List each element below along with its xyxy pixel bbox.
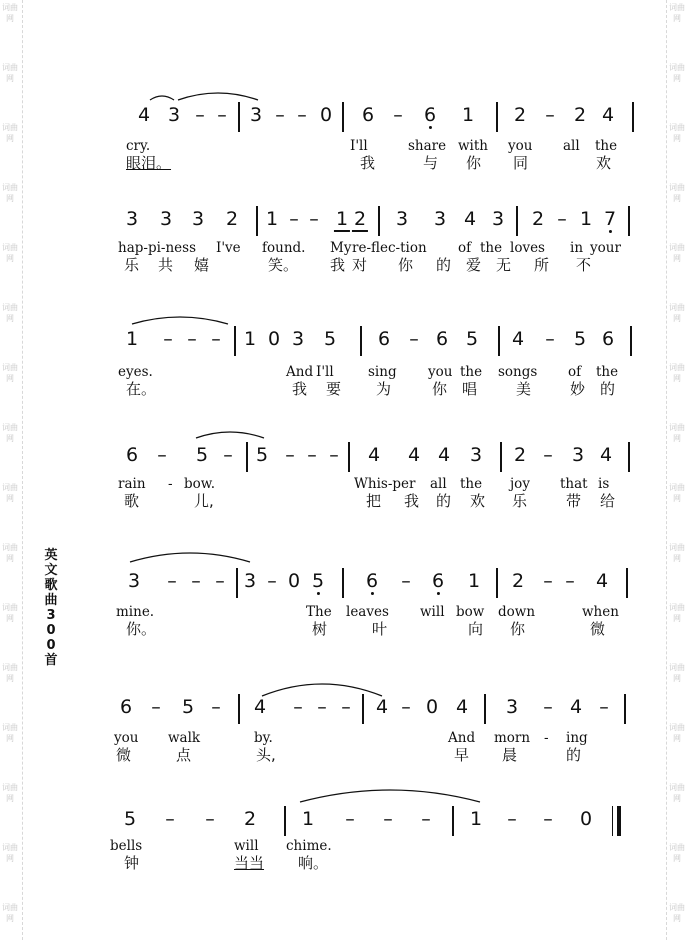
- lyric-chinese: 所: [534, 256, 550, 274]
- note: –: [545, 104, 555, 126]
- note: –: [297, 104, 307, 126]
- note: 3: [291, 328, 305, 350]
- score-system-6: [0, 672, 690, 762]
- lyric-chinese: 点: [176, 746, 192, 764]
- lyric-chinese: 你。: [126, 620, 157, 638]
- watermark-mark: 词曲网: [2, 123, 18, 143]
- note: –: [545, 328, 555, 350]
- lyric-chinese: 无: [496, 256, 512, 274]
- lyric-english: joy: [510, 476, 530, 492]
- barline: [284, 806, 286, 836]
- barline: [246, 442, 248, 472]
- note: –: [151, 696, 161, 718]
- lyric-english: by.: [254, 730, 273, 746]
- lyric-english: I'll: [350, 138, 368, 154]
- watermark-mark: 词曲网: [669, 663, 685, 683]
- watermark-mark: 词曲网: [669, 303, 685, 323]
- lyric-english: when: [582, 604, 619, 620]
- note: 4: [595, 570, 609, 592]
- note: 6: [435, 328, 449, 350]
- note: –: [401, 570, 411, 592]
- note: –: [383, 808, 393, 830]
- note: 2: [531, 208, 545, 230]
- note: –: [401, 696, 411, 718]
- lyric-chinese: 当当: [234, 854, 265, 872]
- watermark-mark: 词曲网: [2, 63, 18, 83]
- note: 5: [573, 328, 587, 350]
- barline: [348, 442, 350, 472]
- barline: [362, 694, 364, 724]
- lyric-chinese: 为: [376, 380, 392, 398]
- lyric-chinese: 欢: [470, 492, 486, 510]
- note: 2: [243, 808, 257, 830]
- note: –: [215, 570, 225, 592]
- lyric-chinese: 不: [576, 256, 592, 274]
- lyric-english: the: [596, 364, 619, 380]
- lyric-chinese: 欢: [596, 154, 612, 172]
- lyric-english: sing: [368, 364, 397, 380]
- lyric-english: your: [590, 240, 621, 256]
- note: –: [163, 328, 173, 350]
- lyric-english: found.: [262, 240, 306, 256]
- barline: [378, 206, 380, 236]
- lyric-chinese: 树: [312, 620, 328, 638]
- score-system-7: [0, 780, 690, 870]
- note: 1: [461, 104, 475, 126]
- barline: [496, 102, 498, 132]
- lyric-english: all: [430, 476, 447, 492]
- note-eighth: 1: [335, 208, 349, 230]
- barline: [236, 568, 238, 598]
- note: 4: [569, 696, 583, 718]
- note: –: [393, 104, 403, 126]
- lyric-english: down: [498, 604, 536, 620]
- note: –: [211, 696, 221, 718]
- note: 5: [195, 444, 209, 466]
- note: 3: [571, 444, 585, 466]
- note: 4: [253, 696, 267, 718]
- lyric-chinese: 微: [590, 620, 606, 638]
- lyric-english: -: [544, 730, 549, 746]
- note: 6: [377, 328, 391, 350]
- barline: [238, 694, 240, 724]
- lyric-chinese: 唱: [462, 380, 478, 398]
- lyric-chinese: 微: [116, 746, 132, 764]
- watermark-mark: 词曲网: [2, 603, 18, 623]
- lyric-chinese: 我: [330, 256, 346, 274]
- note: –: [565, 570, 575, 592]
- watermark-mark: 词曲网: [2, 183, 18, 203]
- score-system-2: [0, 194, 690, 284]
- watermark-mark: 词曲网: [2, 3, 18, 23]
- note: 1: [301, 808, 315, 830]
- lyric-english: is: [598, 476, 610, 492]
- note: 4: [437, 444, 451, 466]
- note: 3: [191, 208, 205, 230]
- lyric-english: Whis-per: [354, 476, 416, 492]
- note: 1: [243, 328, 257, 350]
- lyric-chinese: 在。: [126, 380, 157, 398]
- lyric-chinese: 我: [404, 492, 420, 510]
- note: –: [211, 328, 221, 350]
- lyric-chinese: 眼泪。: [126, 154, 172, 172]
- note-low-octave: 6: [432, 570, 444, 592]
- note: 4: [599, 444, 613, 466]
- note: 6: [601, 328, 615, 350]
- note: 5: [323, 328, 337, 350]
- barline: [342, 568, 344, 598]
- note: 4: [407, 444, 421, 466]
- lyric-english: the: [480, 240, 503, 256]
- lyric-english: songs: [498, 364, 538, 380]
- note: 3: [159, 208, 173, 230]
- note: 3: [491, 208, 505, 230]
- note: 3: [505, 696, 519, 718]
- lyric-chinese: 你: [510, 620, 526, 638]
- lyric-chinese: 我: [292, 380, 308, 398]
- barline: [628, 206, 630, 236]
- note: 3: [249, 104, 263, 126]
- note: 0: [287, 570, 301, 592]
- lyric-chinese: 你: [466, 154, 482, 172]
- note: 4: [137, 104, 151, 126]
- note: 6: [125, 444, 139, 466]
- note: –: [543, 570, 553, 592]
- barline: [632, 102, 634, 132]
- lyric-chinese: 妙: [570, 380, 586, 398]
- note: 4: [455, 696, 469, 718]
- note: –: [317, 696, 327, 718]
- lyric-english: leaves: [346, 604, 389, 620]
- note: 4: [463, 208, 477, 230]
- lyric-english: you: [114, 730, 139, 746]
- watermark-mark: 词曲网: [669, 723, 685, 743]
- watermark-mark: 词曲网: [2, 843, 18, 863]
- lyric-english: I'll: [316, 364, 334, 380]
- note: 3: [125, 208, 139, 230]
- barline: [628, 442, 630, 472]
- watermark-mark: 词曲网: [669, 603, 685, 623]
- lyric-chinese: 爱: [466, 256, 482, 274]
- score-system-3: [0, 310, 690, 400]
- final-barline-thin: [612, 806, 613, 836]
- note: –: [217, 104, 227, 126]
- lyric-english: And: [286, 364, 314, 380]
- note: –: [329, 444, 339, 466]
- note: 0: [425, 696, 439, 718]
- note: 2: [513, 104, 527, 126]
- note: –: [289, 208, 299, 230]
- note: –: [165, 808, 175, 830]
- note: –: [543, 808, 553, 830]
- note: –: [187, 328, 197, 350]
- barline: [630, 326, 632, 356]
- note: 6: [119, 696, 133, 718]
- watermark-mark: 词曲网: [669, 903, 685, 923]
- slur-marks: [0, 310, 690, 400]
- note: –: [267, 570, 277, 592]
- note: 2: [573, 104, 587, 126]
- note-low-octave: 6: [424, 104, 436, 126]
- note: 1: [467, 570, 481, 592]
- note: 2: [513, 444, 527, 466]
- watermark-mark: 词曲网: [669, 543, 685, 563]
- lyric-english: the: [460, 476, 483, 492]
- book-title-vertical: 英文歌曲300首: [44, 548, 58, 668]
- barline: [516, 206, 518, 236]
- watermark-mark: 词曲网: [2, 783, 18, 803]
- watermark-mark: 词曲网: [669, 783, 685, 803]
- note: 0: [579, 808, 593, 830]
- lyric-chinese: 向: [468, 620, 484, 638]
- note-low-octave: 6: [366, 570, 378, 592]
- note: –: [341, 696, 351, 718]
- barline: [500, 442, 502, 472]
- lyric-chinese: 钟: [124, 854, 140, 872]
- lyric-english: the: [595, 138, 618, 154]
- lyric-english: will: [234, 838, 259, 854]
- lyric-english: -: [168, 476, 173, 492]
- note: –: [285, 444, 295, 466]
- lyric-chinese: 的: [436, 492, 452, 510]
- note: 0: [319, 104, 333, 126]
- watermark-mark: 词曲网: [669, 123, 685, 143]
- lyric-english: eyes.: [118, 364, 153, 380]
- lyric-english: all: [563, 138, 580, 154]
- lyric-chinese: 的: [600, 380, 616, 398]
- watermark-mark: 词曲网: [2, 243, 18, 263]
- lyric-english: chime.: [286, 838, 332, 854]
- lyric-english: rain: [118, 476, 146, 492]
- watermark-mark: 词曲网: [669, 3, 685, 23]
- note: 1: [469, 808, 483, 830]
- lyric-chinese: 儿,: [194, 492, 214, 510]
- note: –: [167, 570, 177, 592]
- lyric-english: hap-pi-ness: [118, 240, 197, 256]
- watermark-mark: 词曲网: [2, 663, 18, 683]
- note: –: [557, 208, 567, 230]
- watermark-mark: 词曲网: [669, 183, 685, 203]
- watermark-mark: 词曲网: [669, 363, 685, 383]
- lyric-chinese: 把: [366, 492, 382, 510]
- lyric-english: of: [568, 364, 582, 380]
- note: 6: [361, 104, 375, 126]
- barline: [498, 326, 500, 356]
- lyric-chinese: 同: [513, 154, 529, 172]
- barline: [256, 206, 258, 236]
- lyric-english: bow.: [184, 476, 216, 492]
- lyric-chinese: 笑。: [268, 256, 299, 274]
- note: 5: [255, 444, 269, 466]
- lyric-english: with: [458, 138, 488, 154]
- watermark-mark: 词曲网: [2, 903, 18, 923]
- note: 1: [579, 208, 593, 230]
- lyric-english: And: [448, 730, 476, 746]
- barline: [484, 694, 486, 724]
- watermark-mark: 词曲网: [2, 303, 18, 323]
- note: 5: [465, 328, 479, 350]
- lyric-chinese: 早: [454, 746, 470, 764]
- note: 3: [469, 444, 483, 466]
- barline: [452, 806, 454, 836]
- note: 4: [367, 444, 381, 466]
- lyric-chinese: 乐: [124, 256, 140, 274]
- lyric-chinese: 对: [352, 256, 368, 274]
- lyric-chinese: 带: [566, 492, 582, 510]
- note: 4: [511, 328, 525, 350]
- lyric-chinese: 你: [432, 380, 448, 398]
- lyric-chinese: 共: [158, 256, 174, 274]
- note: 4: [375, 696, 389, 718]
- note-low-octave: 5: [312, 570, 324, 592]
- lyric-english: in: [570, 240, 584, 256]
- lyric-english: ing: [566, 730, 588, 746]
- note: –: [307, 444, 317, 466]
- watermark-mark: 词曲网: [2, 483, 18, 503]
- lyric-english: share: [408, 138, 447, 154]
- note: 3: [433, 208, 447, 230]
- lyric-english: walk: [168, 730, 201, 746]
- note: –: [195, 104, 205, 126]
- note: –: [191, 570, 201, 592]
- lyric-english: I've: [216, 240, 241, 256]
- lyric-english: of: [458, 240, 472, 256]
- lyric-english: you: [428, 364, 453, 380]
- lyric-chinese: 的: [566, 746, 582, 764]
- note: 3: [395, 208, 409, 230]
- note: 1: [125, 328, 139, 350]
- note: –: [205, 808, 215, 830]
- lyric-chinese: 的: [436, 256, 452, 274]
- watermark-mark: 词曲网: [2, 423, 18, 443]
- lyric-chinese: 乐: [512, 492, 528, 510]
- note: –: [293, 696, 303, 718]
- barline: [626, 568, 628, 598]
- slur-marks: [0, 424, 690, 514]
- lyric-english: the: [460, 364, 483, 380]
- lyric-english: you: [508, 138, 533, 154]
- barline: [234, 326, 236, 356]
- watermark-mark: 词曲网: [669, 63, 685, 83]
- lyric-english: loves: [510, 240, 545, 256]
- barline: [624, 694, 626, 724]
- note: –: [543, 444, 553, 466]
- note: –: [421, 808, 431, 830]
- watermark-mark: 词曲网: [669, 843, 685, 863]
- note: –: [543, 696, 553, 718]
- final-barline-thick: [617, 806, 621, 836]
- note: 5: [181, 696, 195, 718]
- note-low-octave: 7: [604, 208, 616, 230]
- lyric-chinese: 美: [516, 380, 532, 398]
- lyric-chinese: 头,: [256, 746, 276, 764]
- note: –: [275, 104, 285, 126]
- lyric-english: re-flec-tion: [352, 240, 427, 256]
- note: 2: [225, 208, 239, 230]
- note: –: [507, 808, 517, 830]
- note: 3: [167, 104, 181, 126]
- lyric-english: bells: [110, 838, 143, 854]
- lyric-chinese: 晨: [502, 746, 518, 764]
- note: 2: [511, 570, 525, 592]
- watermark-mark: 词曲网: [669, 243, 685, 263]
- note: –: [345, 808, 355, 830]
- slur-marks: [0, 88, 690, 178]
- note: 0: [267, 328, 281, 350]
- lyric-english: will: [420, 604, 445, 620]
- lyric-chinese: 与: [423, 154, 439, 172]
- score-system-4: [0, 424, 690, 514]
- note: 4: [601, 104, 615, 126]
- note: 3: [243, 570, 257, 592]
- note-eighth: 2: [353, 208, 367, 230]
- watermark-mark: 词曲网: [669, 483, 685, 503]
- note: –: [599, 696, 609, 718]
- lyric-chinese: 响。: [298, 854, 329, 872]
- watermark-mark: 词曲网: [2, 363, 18, 383]
- lyric-english: cry.: [126, 138, 151, 154]
- lyric-english: morn: [494, 730, 531, 746]
- watermark-mark: 词曲网: [669, 423, 685, 443]
- lyric-chinese: 你: [398, 256, 414, 274]
- lyric-chinese: 嬉: [194, 256, 210, 274]
- lyric-chinese: 叶: [372, 620, 388, 638]
- note: –: [309, 208, 319, 230]
- score-system-5: [0, 540, 690, 638]
- barline: [238, 102, 240, 132]
- note: –: [223, 444, 233, 466]
- barline: [342, 102, 344, 132]
- note: –: [157, 444, 167, 466]
- watermark-mark: 词曲网: [2, 723, 18, 743]
- note: 5: [123, 808, 137, 830]
- lyric-english: The: [306, 604, 332, 620]
- watermark-mark: 词曲网: [2, 543, 18, 563]
- lyric-chinese: 给: [600, 492, 616, 510]
- barline: [360, 326, 362, 356]
- note: 3: [127, 570, 141, 592]
- lyric-english: mine.: [116, 604, 155, 620]
- lyric-english: that: [560, 476, 588, 492]
- score-system-1: [0, 88, 690, 178]
- lyric-chinese: 我: [360, 154, 376, 172]
- note: 1: [265, 208, 279, 230]
- lyric-chinese: 歌: [124, 492, 140, 510]
- note: –: [409, 328, 419, 350]
- barline: [496, 568, 498, 598]
- lyric-english: My: [330, 240, 352, 256]
- lyric-english: bow: [456, 604, 485, 620]
- lyric-chinese: 要: [326, 380, 342, 398]
